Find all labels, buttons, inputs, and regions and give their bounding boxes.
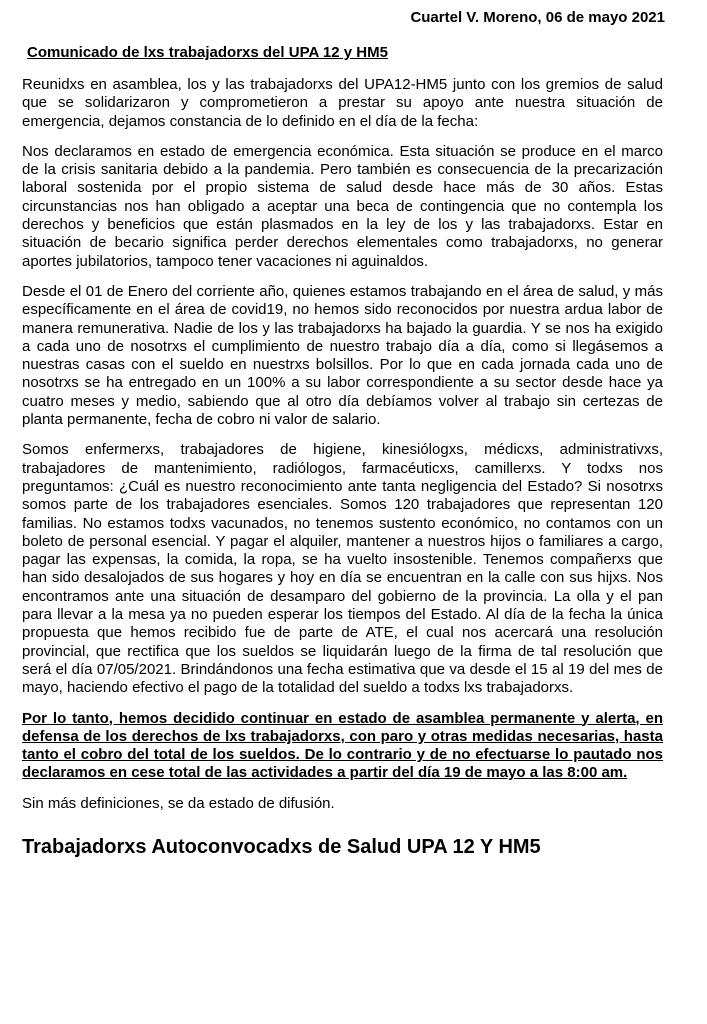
paragraph-workers-situation: Somos enfermerxs, trabajadores de higiene, kinesiólogxs, médicxs, administrativxs, trabajadores de mantenimiento, radiólogos, farmacéuticxs, camillerxs. Y todxs nos preguntamos: ¿Cuál es nuestro reconocimiento ante tanta negligencia del Estado? Si nosotrxs somos parte de los trabajadores esenciales. Somos 120 trabajadores que representan 120 familias. No estamos todxs vacunados, no tenemos sustento económico, no contamos con un boleto de personal esencial. Y pagar el alquiler, mantener a nuestros hijos o familiares a cargo, pagar las expensas, la comida, la ropa, se ha vuelto insostenible. Tenemos compañerxs que han sido desalojados de sus hogares y hoy en día se encuentran en la calle con sus hijxs. Nos encontramos ante una situación de desamparo del gobierno de la provincia. La olla y el pan para llevar a la mesa ya no pueden esperar los tiempos del Estado. Al día de la fecha la única propuesta que hemos recibido fue de parte de ATE, el cual nos acercará una resolución provincial, que rectifica que los sueldos se liquidarán luego de la firma de tal resolución que será el día 07/05/2021. Brindándonos una fecha estimativa que va desde el 15 al 19 del mes de mayo, haciendo efectivo el pago de la totalidad del sueldo a todxs lxs trabajadorxs.: [22, 441, 663, 697]
paragraph-emergency: Nos declaramos en estado de emergencia económica. Esta situación se produce en el marco de la crisis sanitaria debido a la pandemia. Pero también es consecuencia de la precarización laboral sostenida por el propio sistema de salud desde hace más de 30 años. Estas circunstancias nos han obligado a aceptar una beca de contingencia que no contempla los derechos y beneficios que están plasmados en la ley de los y las trabajadorxs. Estar en situación de becario significa perder derechos elementales como trabajadorxs, no generar aportes jubilatorios, tampoco tener vacaciones ni aguinaldos.: [22, 142, 663, 270]
paragraph-closing: Sin más definiciones, se da estado de difusión.: [22, 794, 335, 812]
signature: Trabajadorxs Autoconvocadxs de Salud UPA 12 Y HM5: [22, 835, 541, 858]
paragraph-unpaid-work: Desde el 01 de Enero del corriente año, quienes estamos trabajando en el área de salud, y más específicamente en el área de covid19, no hemos sido reconocidos por nuestra ardua labor de manera remunerativa. Nadie de los y las trabajadorxs ha bajado la guardia. Y se nos ha exigido a cada uno de nosotrxs el cumplimiento de nuestro trabajo día a día, como si llegásemos a nuestras casas con el sueldo en nuestrxs bolsillos. Por lo que en cada jornada cada uno de nosotrxs se ha entregado en un 100% a su labor correspondiente a su sector desde hace ya cuatro meses y medio, sabiendo que al otro día debíamos volver al trabajo sin certezas de planta permanente, fecha de cobro ni valor de salario.: [22, 282, 663, 429]
paragraph-intro: Reunidxs en asamblea, los y las trabajadorxs del UPA12-HM5 junto con los gremios de salud que se solidarizaron y comprometieron a prestar su apoyo ante nuestra situación de emergencia, dejamos constancia de lo definido en el día de la fecha:: [22, 76, 663, 130]
document-title: Comunicado de lxs trabajadorxs del UPA 12 y HM5: [27, 44, 388, 61]
paragraph-resolution: Por lo tanto, hemos decidido continuar en estado de asamblea permanente y alerta, en defensa de los derechos de lxs trabajadorxs, con paro y otras medidas necesarias, hasta tanto el cobro del total de los sueldos. De lo contrario y de no efectuarse lo pautado nos declaramos en cese total de las actividades a partir del día 19 de mayo a las 8:00 am.: [22, 709, 663, 782]
date-line: Cuartel V. Moreno, 06 de mayo 2021: [410, 9, 665, 26]
